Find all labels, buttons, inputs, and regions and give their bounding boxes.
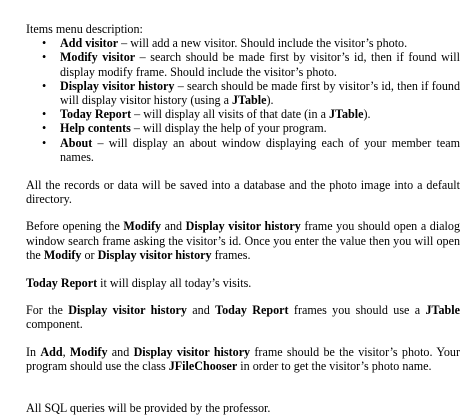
list-item [42, 36, 460, 51]
list-item [42, 135, 460, 164]
list-item [42, 107, 460, 122]
item-title: Add visitor [60, 36, 119, 51]
paragraph-dialog [26, 219, 460, 262]
list-item [42, 121, 460, 136]
paragraph-photo [26, 345, 460, 373]
item-description: – search should be made first by visitor’s id, then if found will display visitor history (using a [60, 78, 460, 108]
text-run: and [107, 345, 134, 360]
section-intro: Items menu description: [26, 22, 143, 36]
text-run: and [186, 303, 216, 318]
text-run: frame you should open a dialog window search frame asking the visitor’s id. Once you enter the value then you will open the [26, 219, 460, 262]
text-bold: JTable [425, 303, 460, 318]
item-title: Display visitor history [60, 78, 175, 93]
document-page [26, 22, 460, 415]
text-bold: Today Report [26, 275, 98, 290]
text-run: in order to get the visitor’s photo name. [237, 359, 432, 374]
paragraph-storage: All the records or data will be saved into a database and the photo image into a default directory. [26, 177, 460, 206]
bullet-icon: • [42, 50, 47, 65]
text-bold: Display visitor history [185, 219, 301, 234]
item-emphasis: JTable [328, 107, 364, 122]
item-emphasis: JTable [232, 93, 267, 108]
text-bold: Modify [43, 247, 82, 262]
item-description: – will display all visits of that date (in a [131, 107, 329, 122]
item-description: – search should be made first by visitor’s id, then if found will display modify frame. Should include the visitor’s photo. [60, 50, 460, 79]
text-run: frame should be the visitor’s photo. Your program should use the class [26, 345, 460, 374]
menu-items-list [26, 36, 460, 164]
item-title: Modify visitor [60, 50, 136, 65]
text-run: Before opening the [26, 219, 124, 234]
text-run: , [62, 345, 70, 360]
text-bold: Display visitor history [68, 303, 187, 318]
bullet-icon: • [42, 36, 47, 51]
text-bold: Display visitor history [133, 345, 251, 360]
text-run: or [81, 247, 98, 262]
text-run: In [26, 345, 41, 360]
paragraph-jtable [26, 303, 460, 331]
text-run: For the [26, 303, 69, 318]
text-bold: Today Report [215, 303, 289, 318]
text-run: component. [26, 317, 83, 332]
list-item [42, 50, 460, 79]
text-bold: Modify [69, 345, 108, 360]
text-bold: Display visitor history [97, 247, 212, 262]
list-item [42, 78, 460, 108]
item-description-end: ). [363, 107, 371, 122]
item-description: – will display the help of your program. [130, 121, 327, 136]
text-run: frames you should use a [288, 303, 426, 318]
bullet-icon: • [42, 121, 47, 136]
bullet-icon: • [42, 78, 47, 93]
item-description-end: ). [266, 93, 274, 108]
text-run: frames. [211, 247, 251, 262]
item-title: Help contents [60, 121, 131, 136]
item-description: – will add a new visitor. Should include the visitor’s photo. [118, 36, 408, 51]
text-run: it will display all today’s visits. [97, 275, 252, 290]
text-run: and [161, 219, 186, 234]
text-bold: JFileChooser [168, 359, 238, 374]
text-bold: Add [40, 345, 63, 360]
bullet-icon: • [42, 135, 47, 150]
bullet-icon: • [42, 107, 47, 122]
text-bold: Modify [123, 219, 162, 234]
paragraph-sql: All SQL queries will be provided by the professor. [26, 400, 271, 415]
item-title: About [60, 135, 93, 150]
item-description: – will display an about window displaying each of your member team names. [60, 135, 460, 164]
paragraph-today-report [26, 276, 460, 290]
item-title: Today Report [60, 107, 132, 122]
